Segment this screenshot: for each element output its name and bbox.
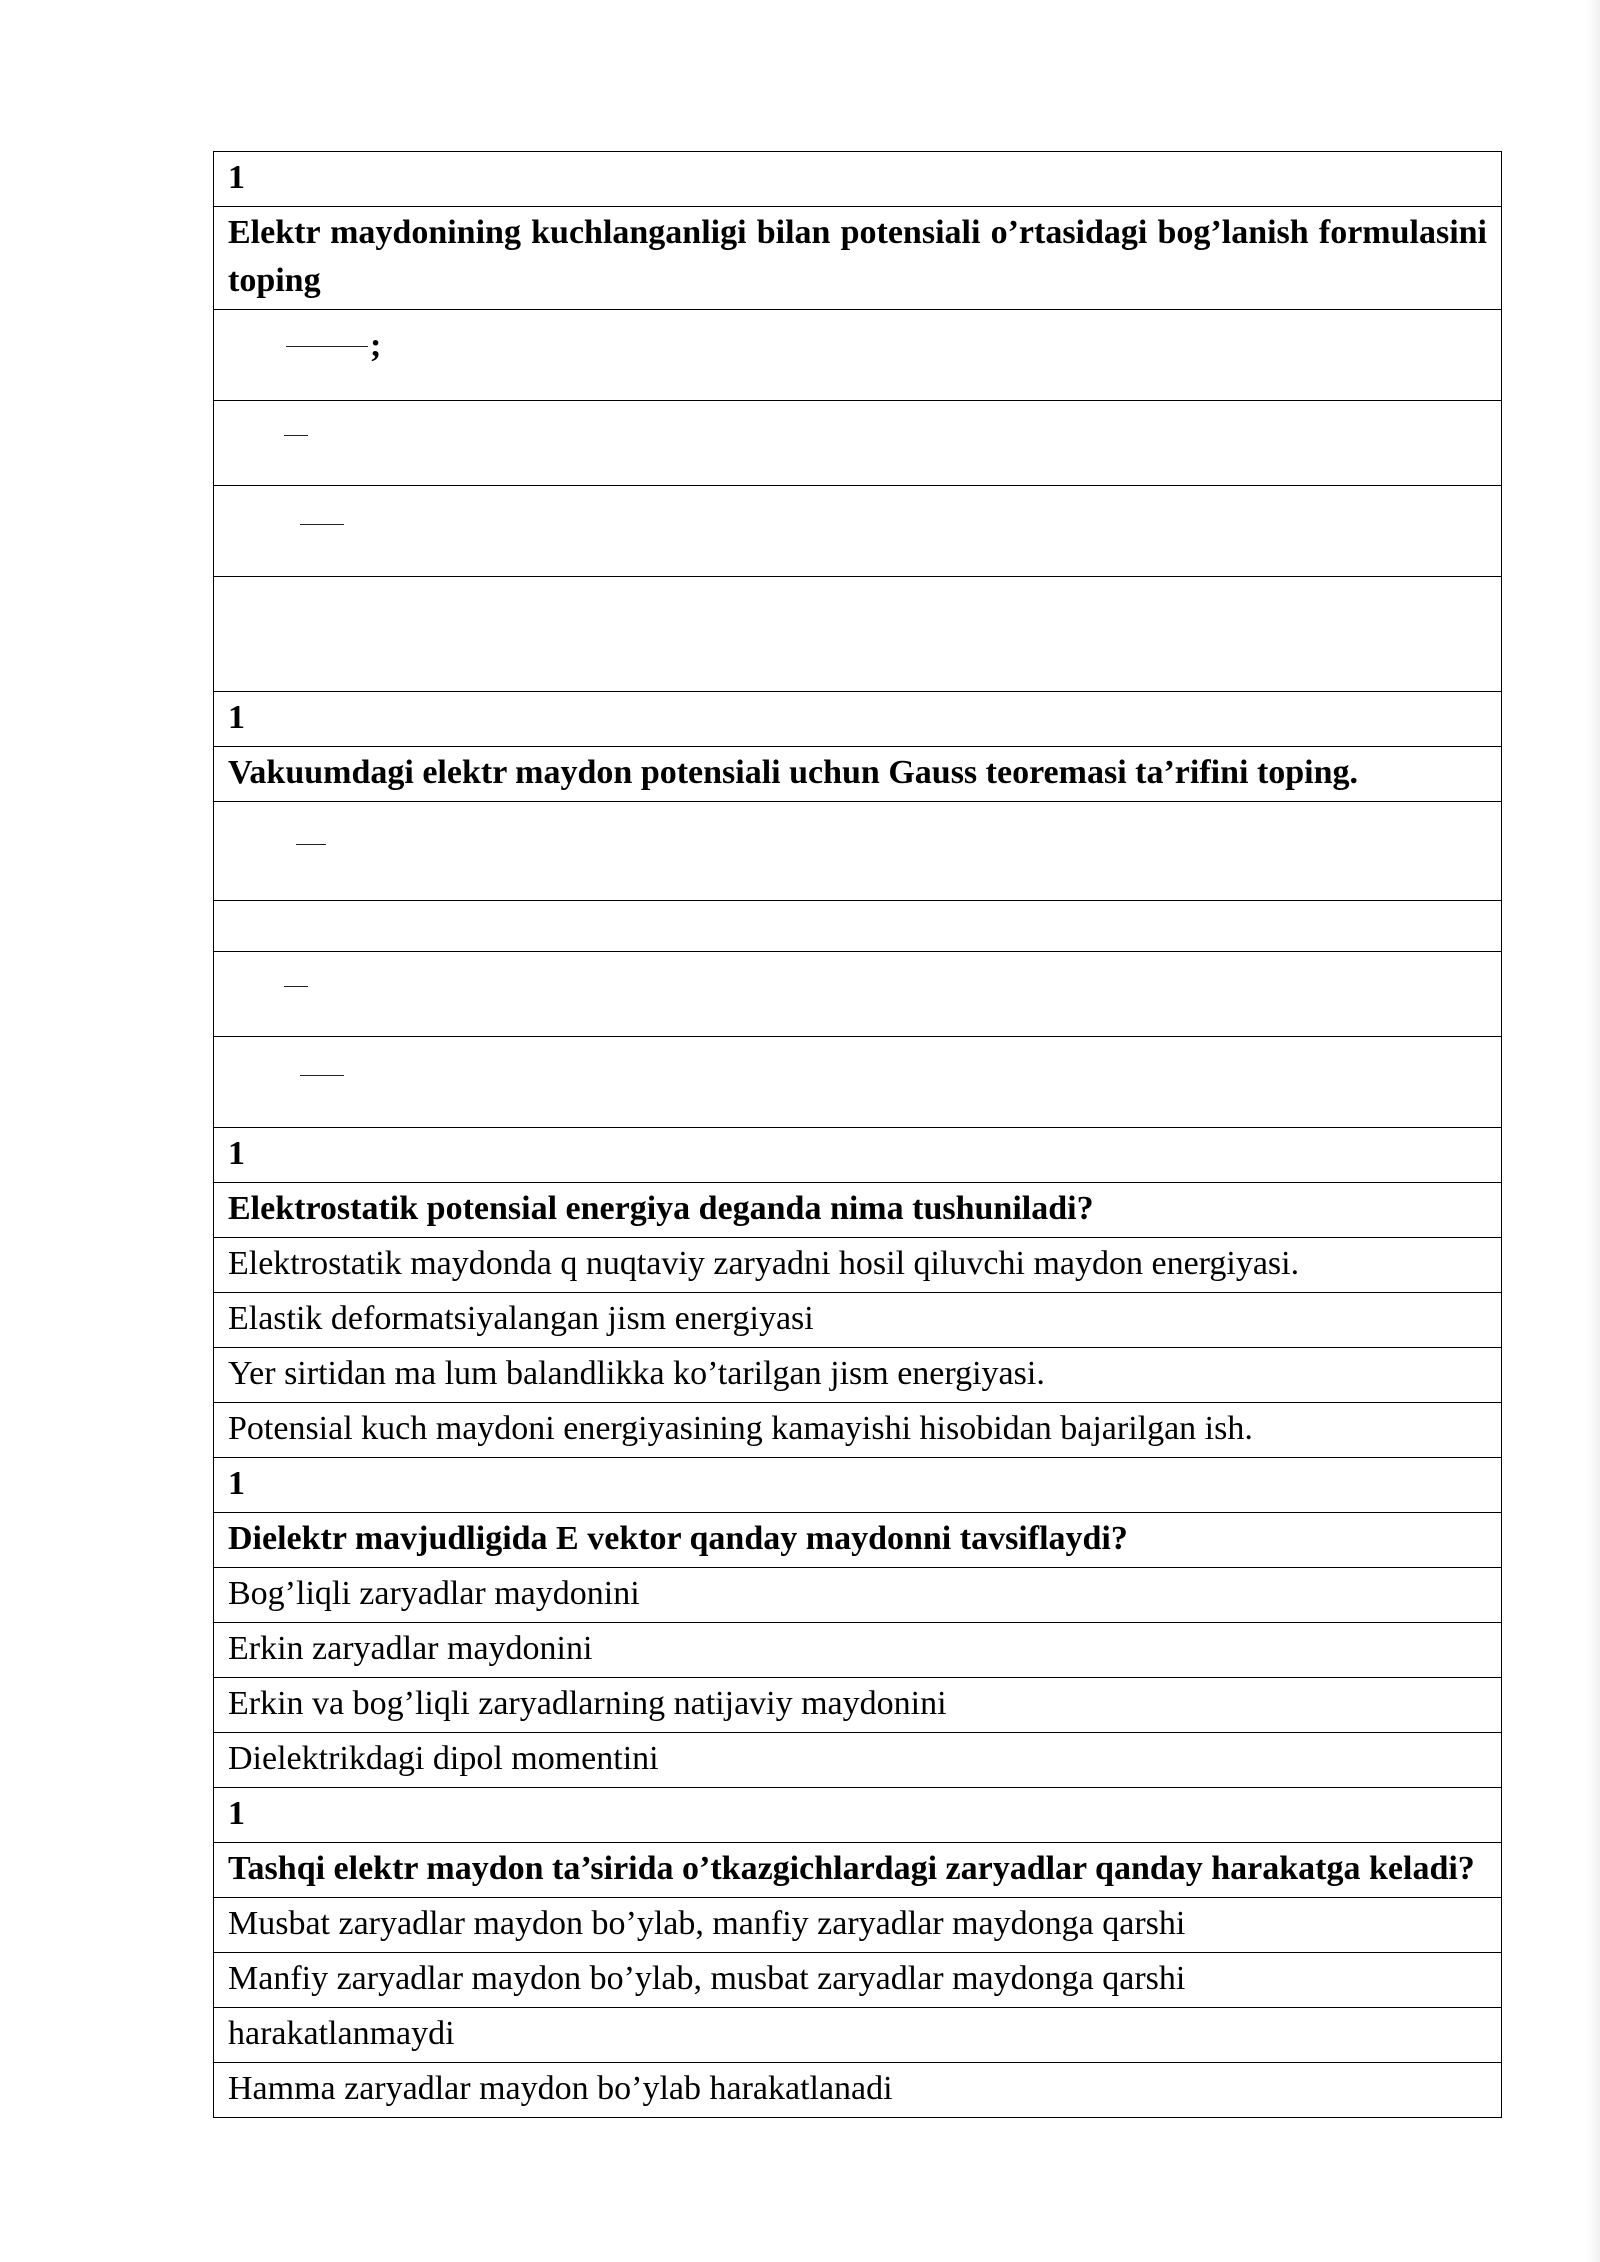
quiz-table (213, 151, 1502, 2118)
answer-row (214, 952, 1502, 1037)
formula-semicolon: ; (370, 327, 382, 364)
answer-row (214, 577, 1502, 692)
question-number-row (214, 152, 1502, 207)
answer-text: Bog’liqli zaryadlar maydonini (214, 1568, 1502, 1623)
formula-answer (214, 1037, 1502, 1128)
formula-answer (214, 952, 1502, 1037)
answer-row (214, 310, 1502, 401)
answer-row (214, 1623, 1502, 1678)
answer-row (214, 901, 1502, 952)
question-number-row (214, 1458, 1502, 1513)
answer-text: Manfiy zaryadlar maydon bo’ylab, musbat zaryadlar maydonga qarshi (214, 1953, 1502, 2008)
question-number-row (214, 692, 1502, 747)
answer-text: Musbat zaryadlar maydon bo’ylab, manfiy zaryadlar maydonga qarshi (214, 1898, 1502, 1953)
answer-row (214, 486, 1502, 577)
fraction-bar (296, 844, 326, 845)
answer-row (214, 1733, 1502, 1788)
fraction-bar (284, 435, 308, 436)
answer-text: harakatlanmaydi (214, 2008, 1502, 2063)
fraction-bar (284, 986, 308, 987)
fraction-bar (300, 524, 344, 525)
fraction-bar (286, 346, 368, 347)
answer-row (214, 1037, 1502, 1128)
fraction-bar (300, 1075, 344, 1076)
question-number: 1 (214, 1128, 1502, 1183)
answer-row (214, 1953, 1502, 2008)
question-row (214, 1513, 1502, 1568)
question-text: Tashqi elektr maydon ta’sirida o’tkazgichlardagi zaryadlar qanday harakatga keladi? (214, 1843, 1502, 1898)
formula-answer (214, 310, 1502, 401)
formula-answer (214, 577, 1502, 692)
answer-row (214, 1678, 1502, 1733)
formula-answer (214, 901, 1502, 952)
question-number: 1 (214, 1458, 1502, 1513)
question-number-row (214, 1128, 1502, 1183)
answer-text: Erkin va bog’liqli zaryadlarning natijaviy maydonini (214, 1678, 1502, 1733)
answer-row (214, 2063, 1502, 2118)
answer-row (214, 802, 1502, 901)
answer-text: Elastik deformatsiyalangan jism energiyasi (214, 1293, 1502, 1348)
formula-answer (214, 486, 1502, 577)
formula-answer (214, 401, 1502, 486)
page-edge-shadow (1586, 0, 1600, 2262)
answer-row (214, 2008, 1502, 2063)
question-text: Elektr maydonining kuchlanganligi bilan potensiali o’rtasidagi bog’lanish formulasini toping (214, 207, 1502, 310)
answer-text: Erkin zaryadlar maydonini (214, 1623, 1502, 1678)
answer-row (214, 1238, 1502, 1293)
question-number: 1 (214, 152, 1502, 207)
answer-row (214, 1348, 1502, 1403)
question-row (214, 747, 1502, 802)
answer-row (214, 1568, 1502, 1623)
answer-text: Elektrostatik maydonda q nuqtaviy zaryadni hosil qiluvchi maydon energiyasi. (214, 1238, 1502, 1293)
question-row (214, 1843, 1502, 1898)
answer-text: Hamma zaryadlar maydon bo’ylab harakatlanadi (214, 2063, 1502, 2118)
question-number: 1 (214, 692, 1502, 747)
question-row (214, 207, 1502, 310)
answer-row (214, 1898, 1502, 1953)
answer-text: Dielektrikdagi dipol momentini (214, 1733, 1502, 1788)
answer-row (214, 401, 1502, 486)
question-text: Elektrostatik potensial energiya deganda nima tushuniladi? (214, 1183, 1502, 1238)
question-number: 1 (214, 1788, 1502, 1843)
question-text: Vakuumdagi elektr maydon potensiali uchun Gauss teoremasi ta’rifini toping. (214, 747, 1502, 802)
formula-answer (214, 802, 1502, 901)
question-text: Dielektr mavjudligida E vektor qanday maydonni tavsiflaydi? (214, 1513, 1502, 1568)
answer-row (214, 1403, 1502, 1458)
answer-text: Yer sirtidan ma lum balandlikka ko’tarilgan jism energiyasi. (214, 1348, 1502, 1403)
question-number-row (214, 1788, 1502, 1843)
answer-row (214, 1293, 1502, 1348)
answer-text: Potensial kuch maydoni energiyasining kamayishi hisobidan bajarilgan ish. (214, 1403, 1502, 1458)
question-row (214, 1183, 1502, 1238)
